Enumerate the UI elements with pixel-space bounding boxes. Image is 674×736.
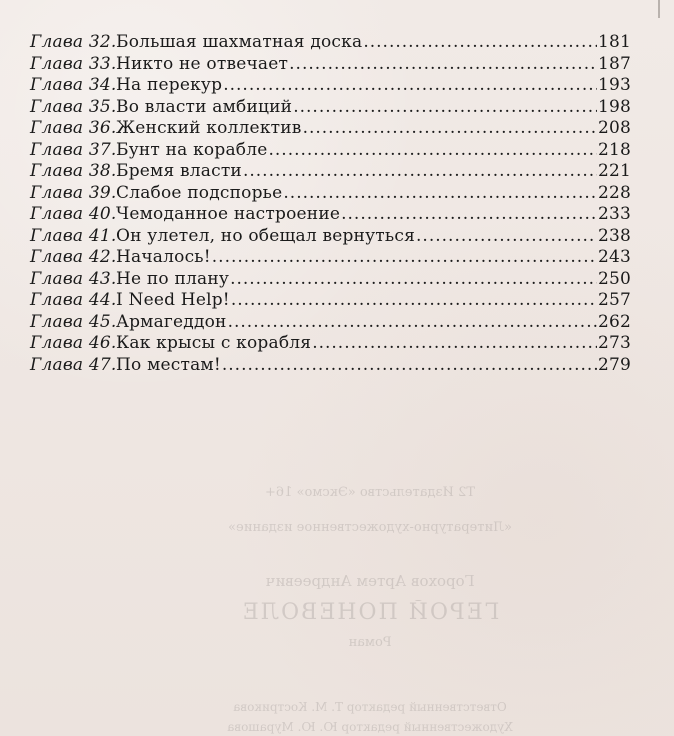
bleed-through-line: Ответственный редактор Т. М. Кострикова (233, 700, 507, 714)
table-of-contents (30, 32, 632, 376)
bleed-through-line: Т2 Издательство «Эксмо» 16+ (265, 485, 475, 500)
toc-entry (30, 225, 632, 248)
chapter-label: Глава 42. (30, 247, 117, 267)
chapter-title: Он улетел, но обещал вернуться (116, 225, 416, 246)
page-number: 238 (598, 225, 632, 246)
page-number: 228 (598, 182, 632, 203)
toc-entry (30, 96, 632, 119)
chapter-label: Глава 46. (30, 333, 117, 353)
page-number: 273 (598, 333, 632, 353)
bleed-through-line: Художественный редактор Ю. Ю. Мурашова (227, 720, 513, 734)
toc-entry (30, 182, 632, 205)
page-number: 181 (598, 32, 632, 52)
chapter-title: По местам! (116, 354, 221, 375)
chapter-label: Глава 43. (30, 268, 117, 289)
chapter-title: На перекур (116, 75, 223, 95)
dot-leader (416, 226, 597, 248)
chapter-label: Глава 39. (30, 182, 117, 203)
page-number: 221 (598, 161, 632, 181)
chapter-label: Глава 40. (30, 204, 117, 224)
dot-leader (212, 247, 597, 269)
bleed-through-line: Роман (348, 635, 392, 650)
bleed-through-line: «Литературно-художественное издание» (228, 520, 512, 535)
page-edge-mark (658, 0, 660, 18)
chapter-title: Во власти амбиций (116, 96, 293, 117)
page-number: 262 (598, 311, 632, 332)
toc-entry (30, 333, 632, 355)
bleed-through-line: ГЕРОЙ ПОНЕВОЛЕ (240, 600, 500, 625)
toc-entry (30, 32, 632, 54)
dot-leader (222, 355, 597, 377)
page-number: 233 (598, 204, 632, 224)
page-number: 243 (598, 247, 632, 267)
dot-leader (293, 97, 597, 119)
chapter-label: Глава 34. (30, 75, 117, 95)
toc-entry (30, 204, 632, 226)
chapter-title: Чемоданное настроение (116, 204, 341, 224)
page-number: 218 (598, 139, 632, 160)
chapter-title: Большая шахматная доска (116, 32, 363, 52)
chapter-title: Не по плану (116, 268, 230, 289)
chapter-title: Армагеддон (116, 311, 227, 332)
dot-leader (283, 183, 597, 205)
dot-leader (363, 32, 597, 54)
page-number: 257 (598, 290, 632, 310)
dot-leader (289, 54, 597, 76)
chapter-label: Глава 32. (30, 32, 117, 52)
page-number: 193 (598, 75, 632, 95)
chapter-label: Глава 37. (30, 139, 117, 160)
page-number: 208 (598, 118, 632, 138)
chapter-title: Началось! (116, 247, 211, 267)
page-number: 279 (598, 354, 632, 375)
chapter-label: Глава 44. (30, 290, 117, 310)
toc-entry (30, 118, 632, 140)
bleed-through-line: Горохов Артем Андреевич (265, 572, 475, 590)
chapter-title: Слабое подспорье (116, 182, 283, 203)
toc-entry (30, 161, 632, 183)
dot-leader (223, 75, 597, 97)
page-number: 187 (598, 53, 632, 74)
chapter-title: I Need Help! (116, 290, 230, 310)
dot-leader (341, 204, 597, 226)
chapter-label: Глава 36. (30, 118, 117, 138)
chapter-title: Никто не отвечает (116, 53, 289, 74)
chapter-title: Бунт на корабле (116, 139, 268, 160)
page-number: 250 (598, 268, 632, 289)
chapter-label: Глава 33. (30, 53, 117, 74)
dot-leader (243, 161, 597, 183)
dot-leader (230, 269, 597, 291)
chapter-label: Глава 38. (30, 161, 117, 181)
dot-leader (228, 312, 597, 334)
dot-leader (268, 140, 597, 162)
dot-leader (312, 333, 597, 355)
chapter-label: Глава 35. (30, 96, 117, 117)
chapter-label: Глава 41. (30, 225, 117, 246)
toc-entry (30, 354, 632, 377)
toc-entry (30, 247, 632, 269)
chapter-title: Как крысы с корабля (116, 333, 312, 353)
toc-entry (30, 290, 632, 312)
chapter-label: Глава 47. (30, 354, 117, 375)
chapter-title: Женский коллектив (116, 118, 302, 138)
page-number: 198 (598, 96, 632, 117)
chapter-title: Бремя власти (116, 161, 242, 181)
toc-entry (30, 139, 632, 162)
toc-entry (30, 53, 632, 76)
toc-entry (30, 311, 632, 334)
toc-entry (30, 75, 632, 97)
dot-leader (303, 118, 597, 140)
dot-leader (231, 290, 597, 312)
chapter-label: Глава 45. (30, 311, 117, 332)
toc-entry (30, 268, 632, 291)
